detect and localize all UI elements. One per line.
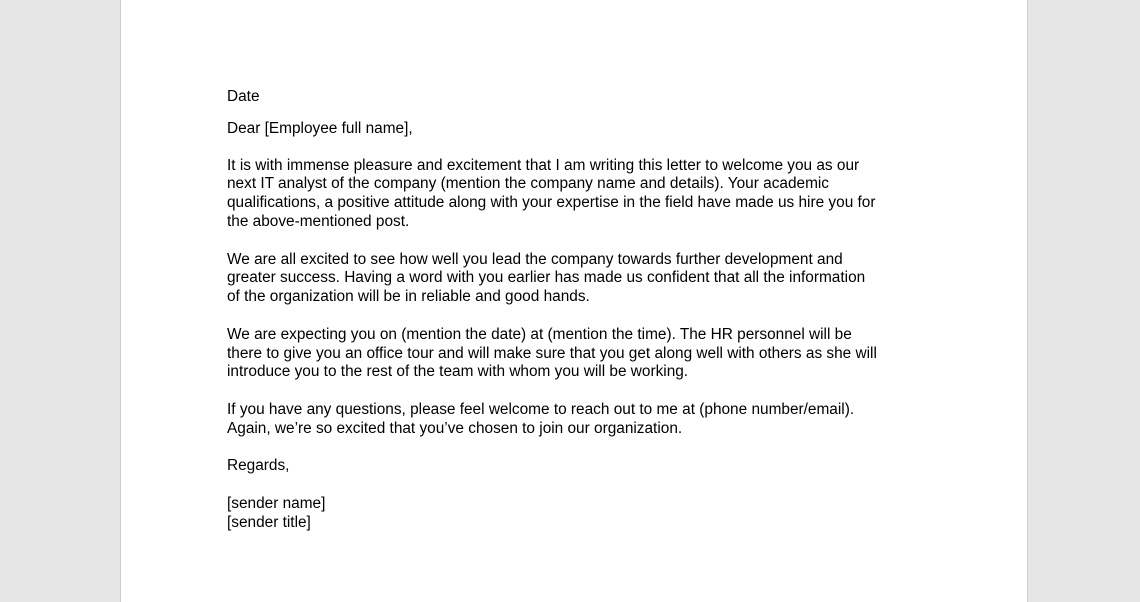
letter-date: Date [227,88,260,105]
text-line: the above-mentioned post. [227,212,410,230]
letter-closing: Regards, [227,457,290,475]
sender-title: [sender title] [227,513,311,531]
text-line: greater success. Having a word with you earlier has made us confident that all the information [227,269,866,287]
document-page[interactable] [120,0,1028,602]
text-line: introduce you to the rest of the team with whom you will be working. [227,363,689,381]
text-line: We are all excited to see how well you lead the company towards further development and [227,250,843,268]
text-line: of the organization will be in reliable and good hands. [227,288,590,306]
text-line: If you have any questions, please feel welcome to reach out to me at (phone number/email). [227,400,855,418]
text-line: We are expecting you on (mention the date) at (mention the time). The HR personnel will be [227,325,852,343]
text-line: It is with immense pleasure and excitement that I am writing this letter to welcome you as our [227,156,860,174]
letter-greeting: Dear [Employee full name], [227,119,413,137]
paragraph-welcome [227,157,947,232]
paragraph-contact [227,401,947,439]
text-line: qualifications, a positive attitude along with your expertise in the field have made us hire you for [227,194,876,212]
text-line: Again, we’re so excited that you’ve chosen to join our organization. [227,419,683,437]
text-line: there to give you an office tour and will make sure that you get along well with others as she will [227,344,877,362]
signature-block [227,495,947,533]
text-line: next IT analyst of the company (mention the company name and details). Your academic [227,175,829,193]
letter-body [227,88,947,551]
sender-name: [sender name] [227,494,326,512]
paragraph-excitement [227,251,947,307]
paragraph-schedule [227,326,947,382]
